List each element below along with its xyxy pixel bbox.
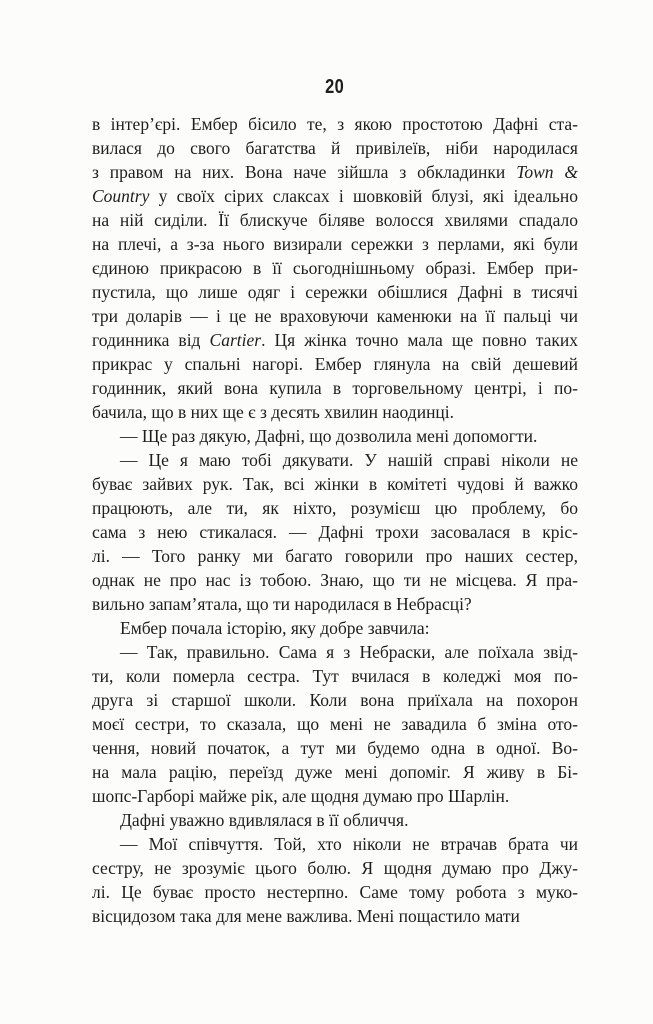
text-segment: вилася до свого багатства й привілеїв, ніби народилася	[92, 138, 578, 158]
text-segment: чення, новий початок, а тут ми будемо одна в одної. Во-	[92, 738, 578, 758]
paragraph	[92, 448, 578, 616]
text-line	[92, 448, 578, 472]
text-segment: однак не про нас із тобою. Знаю, що ти не місцева. Я пра-	[92, 570, 578, 590]
italic-text: Town &	[516, 162, 578, 182]
text-line	[92, 496, 578, 520]
text-segment: три доларів — і це не враховуючи каменюки на її пальці чи	[92, 306, 578, 326]
page-number	[92, 76, 578, 98]
text-segment: єдиною прикрасою в її сьогоднішньому образі. Ембер при-	[92, 258, 578, 278]
text-segment: шопс-Гарборі майже рік, але щодня думаю про Шарлін.	[92, 786, 510, 806]
text-segment: — Так, правильно. Сама я з Небраски, але поїхала звід-	[120, 642, 578, 662]
text-line	[92, 832, 578, 856]
text-segment: друга зі старшої школи. Коли вона приїхала на похорон	[92, 690, 578, 710]
text-segment: Дафні уважно вдивлялася в її обличчя.	[120, 810, 409, 830]
text-line	[92, 304, 578, 328]
text-segment: моєї сестри, то сказала, що мені не завадила б зміна ото-	[92, 714, 578, 734]
text-line	[92, 688, 578, 712]
text-segment: на плечі, а з-за нього визирали сережки з перлами, які були	[92, 234, 578, 254]
text-segment: Ембер почала історію, яку добре завчила:	[120, 618, 430, 638]
text-line	[92, 760, 578, 784]
text-segment: з правом на них. Вона наче зійшла з обкладинки	[92, 162, 517, 182]
text-line	[92, 424, 578, 448]
text-line	[92, 592, 578, 616]
text-line	[92, 136, 578, 160]
text-line	[92, 472, 578, 496]
text-line	[92, 280, 578, 304]
text-segment: бачила, що в них ще є з десять хвилин наодинці.	[92, 402, 455, 422]
italic-text: Cartier	[209, 330, 262, 350]
paragraph	[92, 112, 578, 424]
text-segment: буває зайвих рук. Так, всі жінки в комітеті чудові й важко	[92, 474, 578, 494]
paragraph	[92, 616, 578, 640]
text-line	[92, 256, 578, 280]
text-line	[92, 856, 578, 880]
text-segment: у своїх сірих слаксах і шовковій блузі, які ідеально	[149, 186, 578, 206]
paragraph	[92, 424, 578, 448]
text-line	[92, 664, 578, 688]
text-line	[92, 712, 578, 736]
text-line	[92, 904, 578, 928]
text-segment: в інтер’єрі. Ембер бісило те, з якою простотою Дафні ста-	[92, 114, 578, 134]
text-segment: вісцидозом така для мене важлива. Мені пощастило мати	[92, 906, 520, 926]
text-line	[92, 208, 578, 232]
text-segment: пустила, що лише одяг і сережки обішлися Дафні в тисячі	[92, 282, 578, 302]
text-line	[92, 520, 578, 544]
text-segment: прикрас у спальні нагорі. Ембер глянула на свій дешевий	[92, 354, 578, 374]
text-line	[92, 376, 578, 400]
text-line	[92, 568, 578, 592]
text-segment: ти, коли померла сестра. Тут вчилася в коледжі моя по-	[92, 666, 578, 686]
text-line	[92, 328, 578, 352]
text-line	[92, 232, 578, 256]
text-line	[92, 112, 578, 136]
paragraph	[92, 832, 578, 928]
text-line	[92, 544, 578, 568]
page-number-value: 20	[325, 76, 345, 98]
text-segment: годинника від	[92, 330, 210, 350]
text-line	[92, 736, 578, 760]
text-segment: вильно запам’ятала, що ти народилася в Небрасці?	[92, 594, 472, 614]
text-segment: — Це я маю тобі дякувати. У нашій справі ніколи не	[120, 450, 578, 470]
text-line	[92, 184, 578, 208]
text-line	[92, 352, 578, 376]
text-segment: — Мої співчуття. Той, хто ніколи не втрачав брата чи	[120, 834, 578, 854]
text-segment: лі. Це буває просто нестерпно. Саме тому робота з муко-	[92, 882, 578, 902]
text-line	[92, 880, 578, 904]
text-line	[92, 640, 578, 664]
text-line	[92, 160, 578, 184]
page-text	[92, 112, 578, 928]
text-segment: — Ще раз дякую, Дафні, що дозволила мені допомогти.	[120, 426, 538, 446]
text-segment: сама з нею стикалася. — Дафні трохи засовалася в кріс-	[92, 522, 578, 542]
text-segment: на мала рацію, переїзд дуже мені допоміг. Я живу в Бі-	[92, 762, 578, 782]
text-segment: сестру, не зрозуміє цього болю. Я щодня думаю про Джу-	[92, 858, 578, 878]
text-line	[92, 400, 578, 424]
text-segment: . Ця жінка точно мала ще повно таких	[261, 330, 579, 350]
text-line	[92, 616, 578, 640]
text-segment: на ній сиділи. Її блискуче біляве волосся хвилями спадало	[92, 210, 578, 230]
paragraph	[92, 808, 578, 832]
text-segment: працюють, але ти, як ніхто, розумієш цю проблему, бо	[92, 498, 578, 518]
text-segment: годинник, який вона купила в торговельному центрі, і по-	[92, 378, 578, 398]
paragraph	[92, 640, 578, 808]
text-segment: лі. — Того ранку ми багато говорили про наших сестер,	[92, 546, 578, 566]
text-line	[92, 808, 578, 832]
text-line	[92, 784, 578, 808]
italic-text: Country	[92, 186, 150, 206]
